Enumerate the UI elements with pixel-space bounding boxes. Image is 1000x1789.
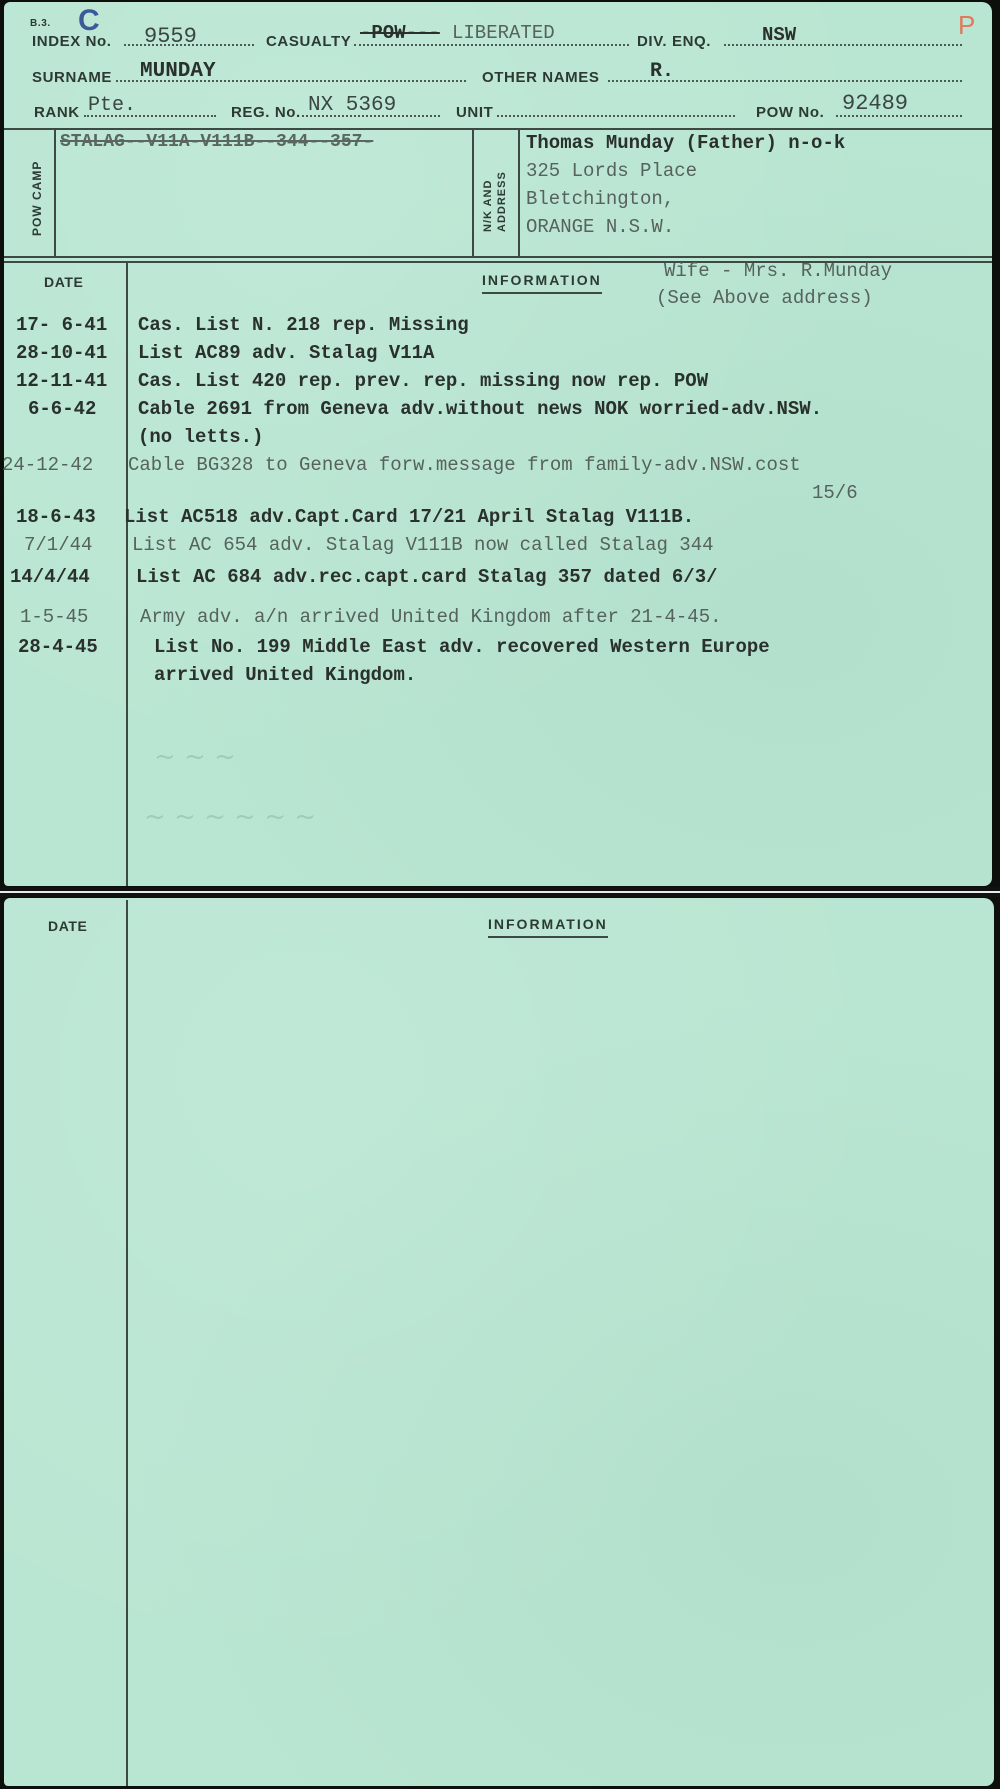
nok-line-4: ORANGE N.S.W. (526, 216, 675, 238)
div-enq-dots (724, 44, 962, 46)
faint-pencil-mark: ~ ~ ~ (154, 742, 236, 772)
faint-pencil-mark: ~ ~ ~ ~ ~ ~ (144, 802, 317, 832)
row-date: 24-12-42 (2, 454, 94, 476)
casualty-dots (354, 44, 629, 46)
row-info: Army adv. a/n arrived United Kingdom after 21-4-45. (140, 606, 722, 628)
nok-right-divider (518, 130, 520, 256)
row-info-cont: 15/6 (812, 482, 858, 504)
index-card-front (4, 2, 992, 886)
rank-label: RANK (34, 104, 80, 121)
nok-left-divider (472, 130, 474, 256)
red-handwritten-mark: P (958, 10, 976, 40)
row-info: Cable 2691 from Geneva adv.without news NOK worried-adv.NSW. (138, 398, 823, 420)
row-date: 1-5-45 (20, 606, 89, 628)
surname-label: SURNAME (32, 69, 113, 86)
row-info-cont: (no letts.) (138, 426, 264, 448)
div-enq-value: NSW (762, 24, 797, 46)
other-names-value: R. (650, 60, 675, 83)
row-info: List No. 199 Middle East adv. recovered Western Europe (154, 636, 770, 658)
index-no-label: INDEX No. (32, 33, 112, 50)
date-column-divider (126, 263, 128, 886)
nok-label-line1: N/K AND (482, 179, 494, 232)
row-date: 18-6-43 (16, 506, 96, 528)
pow-no-label: POW No. (756, 104, 825, 121)
row-info: List AC 654 adv. Stalag V111B now called Stalag 344 (132, 534, 714, 556)
row-info: Cas. List 420 rep. prev. rep. missing now rep. POW (138, 370, 709, 392)
casualty-struck-value: -POW--- (360, 22, 440, 44)
wife-note-line1: Wife - Mrs. R.Munday (664, 260, 893, 282)
row-info: List AC89 adv. Stalag V11A (138, 342, 435, 364)
other-names-label: OTHER NAMES (482, 69, 600, 86)
date-header: DATE (44, 274, 84, 290)
pow-camp-divider (54, 130, 56, 256)
index-no-value: 9559 (144, 24, 197, 49)
blue-handwritten-mark: C (78, 4, 100, 37)
reg-no-value: NX 5369 (308, 94, 397, 117)
unit-dots (497, 115, 735, 117)
div-enq-label: DIV. ENQ. (637, 33, 712, 50)
row-info: Cas. List N. 218 rep. Missing (138, 314, 469, 336)
card-separator (0, 887, 1000, 897)
row-info-cont: arrived United Kingdom. (154, 664, 417, 686)
rank-value: Pte. (88, 94, 137, 117)
form-code: B.3. (30, 18, 51, 29)
reg-no-label: REG. No. (231, 104, 301, 121)
index-card-back (4, 898, 994, 1786)
back-date-header: DATE (48, 918, 88, 934)
nok-line-2: 325 Lords Place (526, 160, 698, 182)
row-date: 6-6-42 (28, 398, 97, 420)
wife-note-line2: (See Above address) (656, 287, 873, 309)
unit-label: UNIT (456, 104, 494, 121)
box-top-rule (4, 128, 992, 130)
pow-camp-label: POW CAMP (30, 160, 44, 236)
row-date: 28-4-45 (18, 636, 98, 658)
nok-line-1: Thomas Munday (Father) n-o-k (526, 132, 846, 154)
row-date: 7/1/44 (24, 534, 93, 556)
row-date: 14/4/44 (10, 566, 90, 588)
nok-line-3: Bletchington, (526, 188, 675, 210)
pow-camp-struck-value: STALAG--V11A-V111B--344--357- (60, 132, 374, 152)
back-information-header: INFORMATION (488, 916, 608, 938)
back-date-column-divider (126, 900, 128, 1786)
casualty-value: LIBERATED (452, 22, 555, 44)
pow-no-value: 92489 (842, 91, 909, 116)
row-date: 17- 6-41 (16, 314, 108, 336)
row-info: List AC 684 adv.rec.capt.card Stalag 357 dated 6/3/ (136, 566, 718, 588)
nok-label-line2: ADDRESS (496, 171, 508, 232)
row-date: 12-11-41 (16, 370, 108, 392)
surname-value: MUNDAY (140, 60, 216, 83)
row-info: List AC518 adv.Capt.Card 17/21 April Stalag V111B. (124, 506, 695, 528)
information-header: INFORMATION (482, 272, 602, 294)
casualty-label: CASUALTY (266, 33, 352, 50)
box-bottom-rule-1 (4, 256, 992, 258)
row-date: 28-10-41 (16, 342, 108, 364)
row-info: Cable BG328 to Geneva forw.message from family-adv.NSW.cost (128, 454, 801, 476)
